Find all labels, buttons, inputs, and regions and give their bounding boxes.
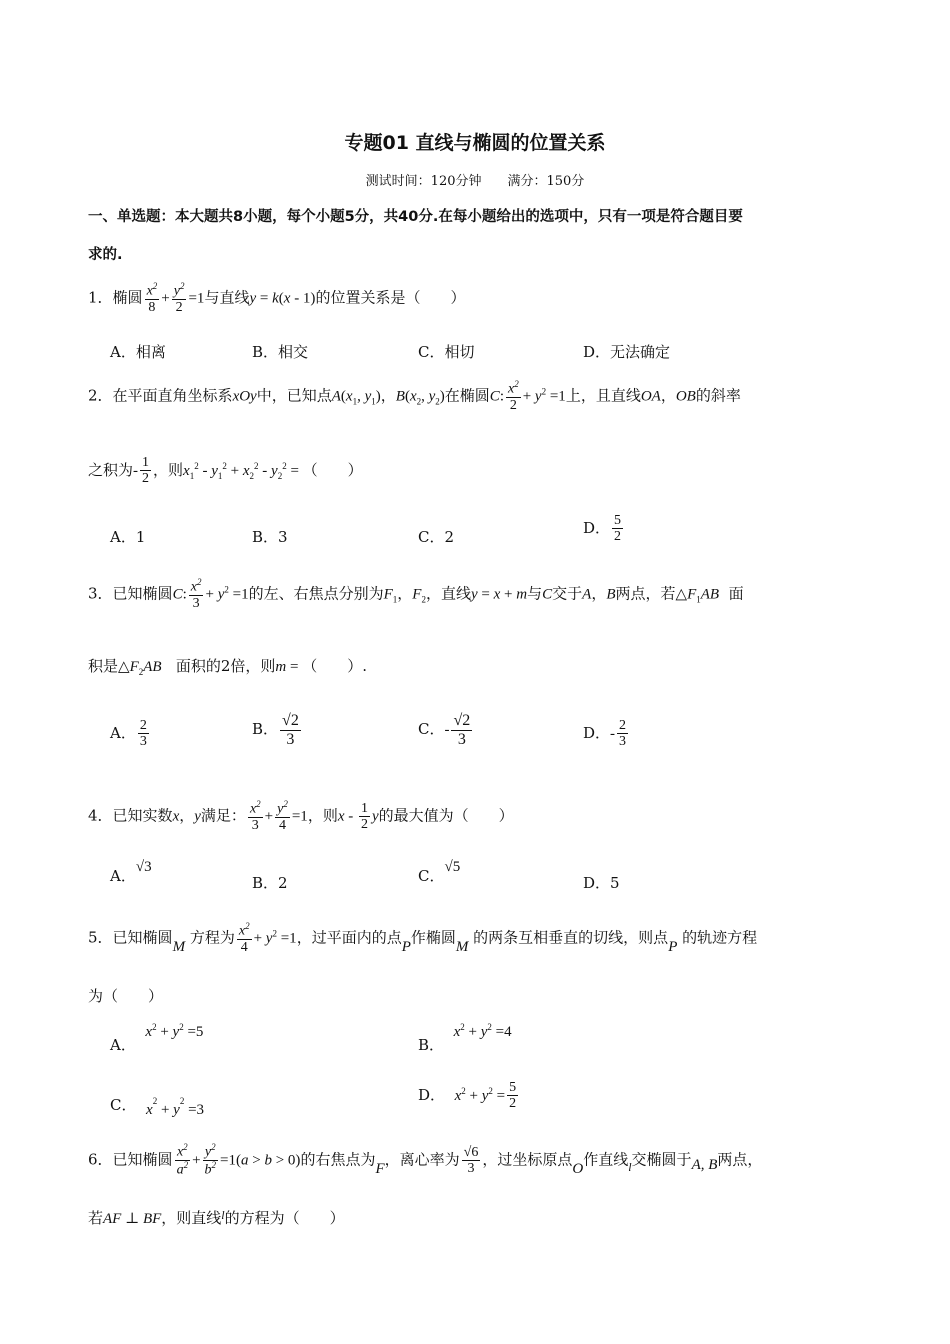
option-b: B．相交 [252, 343, 309, 361]
option-c: C．相切 [418, 343, 475, 361]
question-number: 3． [88, 584, 113, 603]
option-a: A．1 [110, 528, 146, 546]
section-heading-line2: 求的. [88, 247, 123, 263]
question-2: 2．在平面直角坐标系xOy中，已知点$A(x_1$, $y_1$)，$B(x_2$, $y_2$)在椭圆C: $\frac{x^2}{2}$ + $y^2 =1$上，且直线OA，OB的斜率 [88, 379, 741, 414]
option-d: D． $\frac{5}{2}$ [583, 513, 622, 545]
section-heading-line1: 一、单选题：本大题共8小题，每个小题5分，共40分.在每小题给出的选项中，只有一项是符合题目要 [88, 209, 743, 225]
question-number: 6． [88, 1150, 113, 1169]
question-number: 5． [88, 928, 113, 947]
option-b: B． $\frac{√2}{3}$ [252, 712, 299, 748]
math-fraction: $\frac{x^2}{8}$ [146, 281, 158, 316]
option-c: C．√5 [418, 859, 461, 885]
question-number: 4． [88, 806, 113, 825]
question-5: 5．已知椭圆M 方程为 $\frac{x^2}{4}$ + $y^2 =1$，过平面内的点P作椭圆M 的两条互相垂直的切线，则点P 的轨迹方程 [88, 921, 758, 956]
option-b: B．2 [252, 874, 288, 892]
test-info: 测试时间：120分钟 满分：150分 [365, 174, 585, 189]
question-6-cont: 若AF ⊥ BF，则直线$^l$的方程为（ ） [88, 1208, 345, 1227]
option-a: A． $x^2 + y^2 =5$ [110, 1022, 204, 1054]
option-a: A． $\frac{2}{3}$ [110, 718, 147, 750]
option-d: D．5 [583, 874, 620, 892]
option-a: A．相离 [110, 343, 166, 361]
option-a: A．√3 [110, 859, 152, 885]
option-d: D．- $\frac{2}{3}$ [583, 718, 627, 750]
math-expr: y [249, 290, 257, 307]
question-number: 2． [88, 386, 113, 405]
question-1: 1．椭圆 $\frac{x^2}{8}$ + $\frac{y^2}{2}$ =1与直线y = k(x - 1)的位置关系是（ ） [88, 281, 466, 316]
option-d: D． $x^2 + y^2$ = $\frac{5}{2}$ [418, 1080, 517, 1112]
question-6: 6．已知椭圆 $\frac{x^2}{a^2}$ + $\frac{y^2}{b^2}$ =1(a > b > 0)的右焦点为F，离心率为 $\frac{√6}{3}$ ，过坐标原点O作直线$_l$交椭圆于A, B两点， [88, 1142, 763, 1178]
question-3-cont: 积是$\triangle F_2AB$ 面积的2倍，则m = （ ）. [88, 657, 368, 677]
question-number: 1． [88, 288, 113, 307]
page-title: 专题01 直线与椭圆的位置关系 [344, 132, 606, 154]
question-2-cont: 之积为- $\frac{1}{2}$ ，则$x_1^2 - y_1^2 + x_2^2 - y_2^2$ = （ ） [88, 455, 363, 487]
option-b: B．3 [252, 528, 288, 546]
question-4: 4．已知实数x，y满足： $\frac{x^2}{3}$ + $\frac{y^2}{4}$ =1，则x - $\frac{1}{2}$ y的最大值为（ ） [88, 799, 514, 834]
option-c: C．- $\frac{√2}{3}$ [418, 712, 471, 748]
option-c: C．2 [418, 528, 455, 546]
question-3: 3．已知椭圆C: $\frac{x^2}{3}$ + $y^2 =1$的左、右焦点分别为$F_1$，$F_2$，直线y = x + m与C交于A，B两点，若$\triangle F_1AB$ 面 [88, 577, 744, 612]
option-b: B． $x^2 + y^2 =4$ [418, 1022, 512, 1054]
option-d: D．无法确定 [583, 343, 671, 361]
option-c: C． $x^2 + y^2 =3$ [110, 1096, 205, 1118]
question-5-cont: 为（ ） [88, 987, 164, 1005]
